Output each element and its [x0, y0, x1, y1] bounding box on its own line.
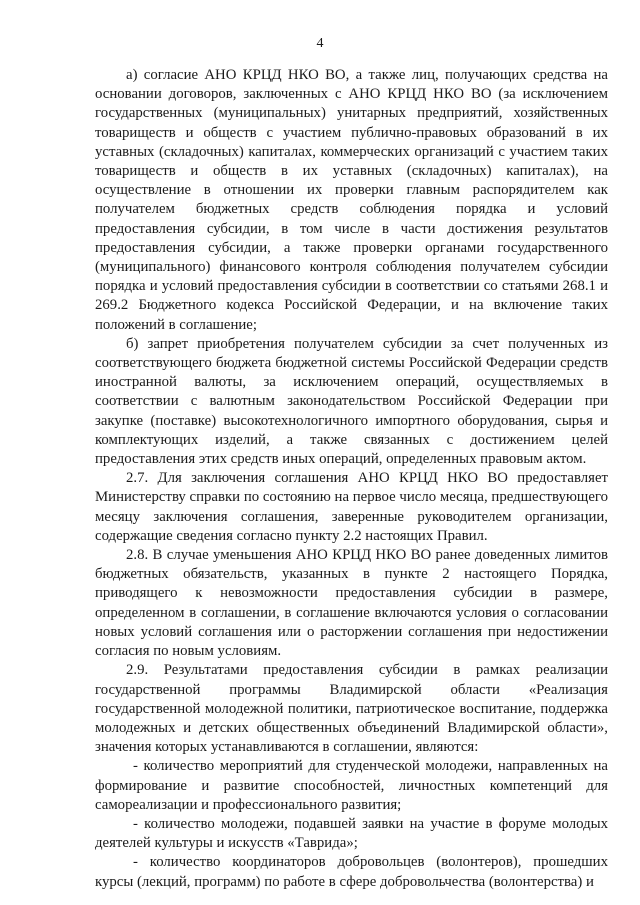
list-item-tavrida-applications: - количество молодежи, подавшей заявки на участие в форуме молодых деятелей культуры и искусств «Таврида»;	[95, 815, 608, 852]
document-body	[95, 66, 608, 892]
list-item-volunteer-coordinators: - количество координаторов добровольцев (волонтеров), прошедших курсы (лекций, программ) по работе в сфере добровольчества (волонтерства) и	[95, 854, 608, 890]
page-number: 4	[316, 36, 324, 51]
paragraph-2-7: 2.7. Для заключения соглашения АНО КРЦД НКО ВО предоставляет Министерству справки по состоянию на первое число месяца, предшествующего месяцу заключения соглашения, заверенные руководителем организации, содержащие сведения согласно пункту 2.2 настоящих Правил.	[95, 470, 608, 544]
paragraph-a-consent: а) согласие АНО КРЦД НКО ВО, а также лиц, получающих средства на основании договоров, заключенных с АНО КРЦД НКО ВО (за исключением государственных (муниципальных) унитарных предприятий, хозяйственных товариществ и обществ с участием публично-правовых образований в их уставных (складочных) капиталах, коммерческих организаций с участием таких товариществ и обществ в их уставных (складочных) капиталах), на осуществление в отношении их проверки главным распорядителем как получателем бюджетных средств соблюдения порядка и условий предоставления субсидии, в том числе в части достижения результатов предоставления субсидии, а также проверки органами государственного (муниципального) финансового контроля соблюдения получателем субсидии порядка и условий предоставления субсидии в соответствии со статьями 268.1 и 269.2 Бюджетного кодекса Российской Федерации, и на включение таких положений в соглашение;	[95, 67, 608, 333]
paragraph-b-prohibition: б) запрет приобретения получателем субсидии за счет полученных из соответствующего бюджета бюджетной системы Российской Федерации средств иностранной валюты, за исключением операций, осуществляемых в соответствии с валютным законодательством Российской Федерации при закупке (поставке) высокотехнологичного импортного оборудования, сырья и комплектующих изделий, а также связанных с достижением целей предоставления этих средств иных операций, определенных правовым актом.	[95, 335, 608, 468]
paragraph-2-9: 2.9. Результатами предоставления субсидии в рамках реализации государственной программы Владимирской области «Реализация государственной молодежной политики, патриотическое воспитание, поддержка молодежных и детских общественных объединений Владимирской области», значения которых устанавливаются в соглашении, являются:	[95, 662, 608, 756]
paragraph-2-8: 2.8. В случае уменьшения АНО КРЦД НКО ВО ранее доведенных лимитов бюджетных обязательств, указанных в пункте 2 настоящего Порядка, приводящего к невозможности предоставления субсидии в размере, определенном в соглашении, в соглашение включаются условия о согласовании новых условий соглашения или о расторжении соглашения при недостижении согласия по новым условиям.	[95, 547, 608, 660]
list-item-student-events: - количество мероприятий для студенческой молодежи, направленных на формирование и развитие способностей, личностных компетенций для самореализации и профессионального развития;	[95, 758, 608, 813]
